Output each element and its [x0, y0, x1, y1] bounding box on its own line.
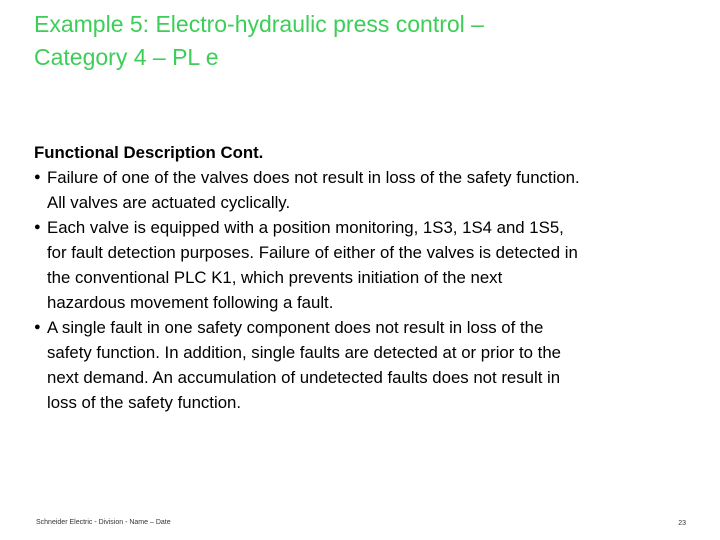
slide-title [34, 8, 674, 74]
bullet-line: next demand. An accumulation of undetected faults does not result in [47, 368, 561, 387]
bullet-item [34, 165, 694, 215]
footer-text: Schneider Electric - Division - Name – Date [36, 519, 171, 526]
bullet-line: All valves are actuated cyclically. [47, 193, 291, 212]
bullet-text [47, 315, 561, 415]
bullet-line: Each valve is equipped with a position monitoring, 1S3, 1S4 and 1S5, [47, 218, 564, 237]
bullet-line: loss of the safety function. [47, 393, 242, 412]
bullet-text [47, 165, 580, 215]
bullet-line: hazardous movement following a fault. [47, 293, 334, 312]
bullet-line: safety function. In addition, single faults are detected at or prior to the [47, 343, 561, 362]
slide-body [34, 140, 694, 415]
bullet-dot-icon: ● [34, 221, 41, 233]
slide-title-line: Example 5: Electro-hydraulic press control – [34, 11, 484, 37]
bullet-line: the conventional PLC K1, which prevents initiation of the next [47, 268, 503, 287]
bullet-text [47, 215, 578, 315]
page-number: 23 [678, 520, 686, 527]
bullet-list [34, 165, 694, 415]
slide-title-line: Category 4 – PL e [34, 44, 219, 70]
bullet-line: A single fault in one safety component does not result in loss of the [47, 318, 544, 337]
section-heading: Functional Description Cont. [34, 143, 264, 162]
bullet-dot-icon: ● [34, 321, 41, 333]
bullet-item [34, 315, 694, 415]
bullet-line: for fault detection purposes. Failure of either of the valves is detected in [47, 243, 578, 262]
bullet-dot-icon: ● [34, 171, 41, 183]
bullet-line: Failure of one of the valves does not result in loss of the safety function. [47, 168, 580, 187]
bullet-item [34, 215, 694, 315]
